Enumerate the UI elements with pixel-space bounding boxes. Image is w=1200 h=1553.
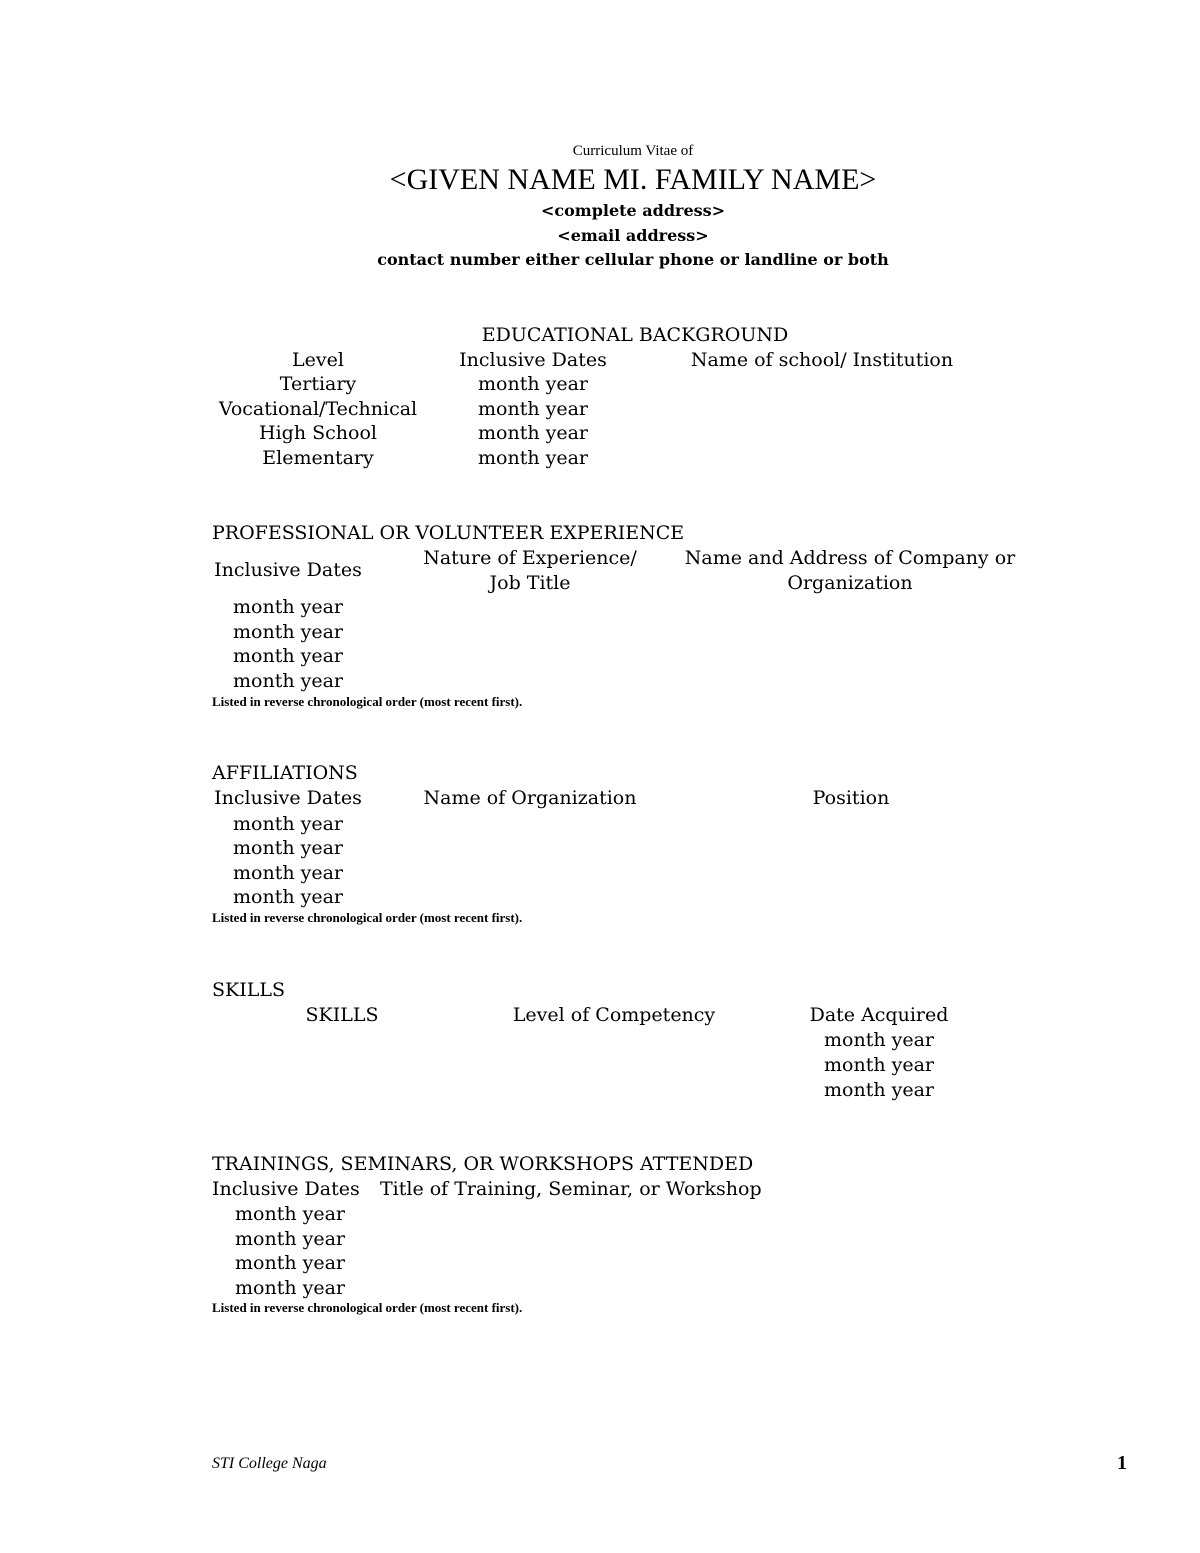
education-level: High School xyxy=(259,422,377,444)
experience-date: month year xyxy=(233,596,343,618)
education-level: Tertiary xyxy=(279,373,357,395)
affiliation-date: month year xyxy=(233,862,343,884)
experience-col-nature: Nature of Experience/ xyxy=(423,547,637,569)
training-date: month year xyxy=(235,1228,345,1250)
trainings-col-dates: Inclusive Dates xyxy=(212,1178,360,1200)
experience-col-nature: Job Title xyxy=(489,572,571,594)
experience-date: month year xyxy=(233,645,343,667)
candidate-name: <GIVEN NAME MI. FAMILY NAME> xyxy=(389,163,877,196)
affiliations-col-dates: Inclusive Dates xyxy=(214,787,362,809)
education-col-level: Level xyxy=(292,349,344,371)
experience-col-company: Organization xyxy=(787,572,913,594)
skill-date: month year xyxy=(824,1079,934,1101)
education-dates: month year xyxy=(478,447,588,469)
skills-col-skills: SKILLS xyxy=(305,1004,379,1026)
affiliations-col-org: Name of Organization xyxy=(423,787,637,809)
trainings-title: TRAININGS, SEMINARS, OR WORKSHOPS ATTENDED xyxy=(212,1153,754,1175)
affiliations-title: AFFILIATIONS xyxy=(212,762,358,784)
education-col-dates: Inclusive Dates xyxy=(459,349,607,371)
page-number: 1 xyxy=(1117,1452,1127,1474)
education-dates: month year xyxy=(478,373,588,395)
skills-col-level: Level of Competency xyxy=(512,1004,716,1026)
education-level: Elementary xyxy=(262,447,374,469)
skill-date: month year xyxy=(824,1029,934,1051)
affiliation-date: month year xyxy=(233,837,343,859)
trainings-col-title: Title of Training, Seminar, or Workshop xyxy=(380,1178,762,1200)
education-level: Vocational/Technical xyxy=(218,398,418,420)
experience-col-company: Name and Address of Company or xyxy=(684,547,1016,569)
email-line: <email address> xyxy=(557,226,709,245)
training-date: month year xyxy=(235,1252,345,1274)
training-date: month year xyxy=(235,1203,345,1225)
contact-line: contact number either cellular phone or landline or both xyxy=(377,250,889,269)
education-dates: month year xyxy=(478,398,588,420)
address-line: <complete address> xyxy=(540,201,726,220)
training-date: month year xyxy=(235,1277,345,1299)
affiliations-note: Listed in reverse chronological order (most recent first). xyxy=(212,910,523,925)
experience-date: month year xyxy=(233,621,343,643)
affiliation-date: month year xyxy=(233,886,343,908)
trainings-note: Listed in reverse chronological order (most recent first). xyxy=(212,1300,523,1315)
education-title: EDUCATIONAL BACKGROUND xyxy=(481,324,789,346)
education-col-school: Name of school/ Institution xyxy=(690,349,954,371)
cv-of-label: Curriculum Vitae of xyxy=(572,143,694,159)
skill-date: month year xyxy=(824,1054,934,1076)
education-dates: month year xyxy=(478,422,588,444)
footer-institution: STI College Naga xyxy=(212,1455,327,1472)
skills-col-date: Date Acquired xyxy=(809,1004,949,1026)
experience-date: month year xyxy=(233,670,343,692)
experience-title: PROFESSIONAL OR VOLUNTEER EXPERIENCE xyxy=(212,522,685,544)
affiliations-col-position: Position xyxy=(812,787,890,809)
experience-col-dates: Inclusive Dates xyxy=(214,559,362,581)
experience-note: Listed in reverse chronological order (most recent first). xyxy=(212,694,523,709)
skills-title: SKILLS xyxy=(212,979,285,1001)
affiliation-date: month year xyxy=(233,813,343,835)
